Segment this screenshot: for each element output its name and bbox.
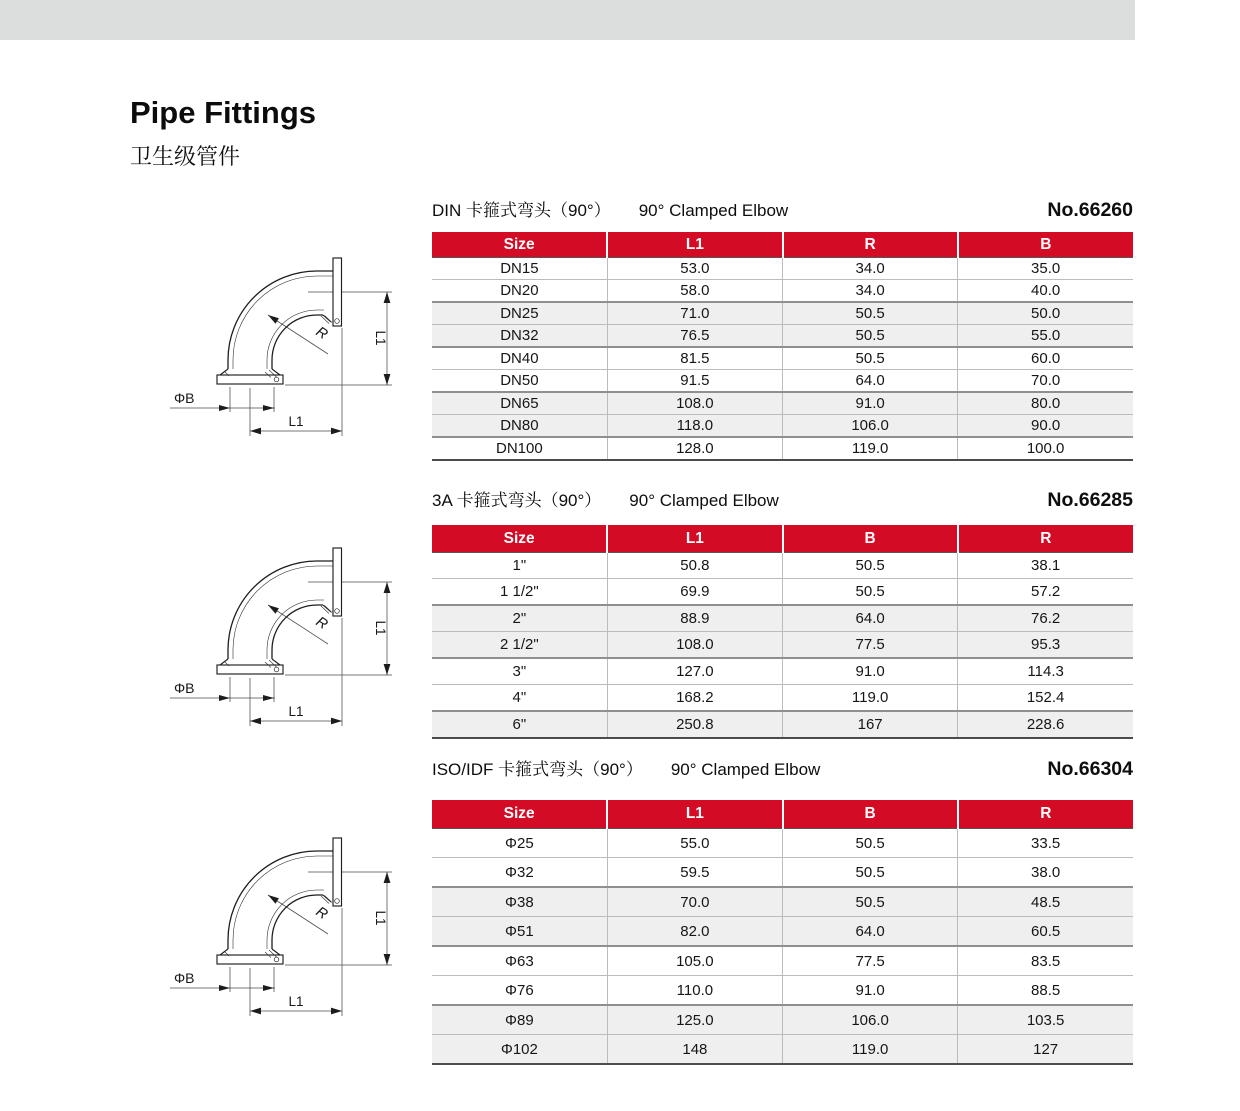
page-title: Pipe Fittings [130, 95, 316, 130]
cell: 50.5 [783, 347, 958, 370]
cell: 167 [783, 711, 958, 738]
elbow-diagram-iso-idf [140, 810, 430, 1040]
cell: 3" [432, 658, 607, 685]
top-bar [0, 0, 1135, 40]
cell: 33.5 [958, 829, 1133, 858]
cell: 118.0 [607, 415, 782, 438]
table-row [432, 302, 1133, 325]
cell: 70.0 [607, 887, 782, 917]
cell: DN25 [432, 302, 607, 325]
table-row [432, 370, 1133, 393]
table-row [432, 632, 1133, 659]
cell: Φ32 [432, 858, 607, 888]
cell: 1" [432, 553, 607, 579]
table-row [432, 887, 1133, 917]
cell: DN32 [432, 325, 607, 348]
cell: 2 1/2" [432, 632, 607, 659]
catalog-number: No.66260 [1047, 199, 1133, 221]
cell: 40.0 [958, 280, 1133, 303]
table-row [432, 685, 1133, 712]
cell: 4" [432, 685, 607, 712]
table-row [432, 347, 1133, 370]
cell: 53.0 [607, 258, 782, 280]
column-header: Size [432, 800, 607, 829]
cell: 50.5 [783, 829, 958, 858]
cell: 91.0 [783, 658, 958, 685]
cell: 70.0 [958, 370, 1133, 393]
cell: 127.0 [607, 658, 782, 685]
table-row [432, 829, 1133, 858]
cell: 57.2 [958, 579, 1133, 606]
cell: 48.5 [958, 887, 1133, 917]
cell: 59.5 [607, 858, 782, 888]
cell: 106.0 [783, 415, 958, 438]
cell: 108.0 [607, 632, 782, 659]
cell: DN100 [432, 437, 607, 460]
cell: 91.0 [783, 976, 958, 1006]
section-title-zh: DIN 卡箍式弯头（90°） [432, 201, 611, 220]
table-row [432, 553, 1133, 579]
cell: 77.5 [783, 632, 958, 659]
table-row [432, 1005, 1133, 1035]
cell: 76.2 [958, 605, 1133, 632]
cell: 119.0 [783, 437, 958, 460]
elbow-diagram-3a [140, 520, 430, 750]
table-row [432, 976, 1133, 1006]
3a-elbow-table [432, 525, 1133, 739]
cell: 125.0 [607, 1005, 782, 1035]
cell: 55.0 [958, 325, 1133, 348]
column-header: Size [432, 232, 607, 258]
cell: Φ25 [432, 829, 607, 858]
cell: 50.5 [783, 553, 958, 579]
cell: 250.8 [607, 711, 782, 738]
cell: 64.0 [783, 605, 958, 632]
cell: 55.0 [607, 829, 782, 858]
table-row [432, 946, 1133, 976]
cell: Φ63 [432, 946, 607, 976]
cell: 50.5 [783, 858, 958, 888]
cell: 60.5 [958, 917, 1133, 947]
cell: 6" [432, 711, 607, 738]
section-title-3a [432, 486, 1133, 512]
column-header: B [783, 800, 958, 829]
cell: 58.0 [607, 280, 782, 303]
cell: 103.5 [958, 1005, 1133, 1035]
cell: 69.9 [607, 579, 782, 606]
section-title-en: 90° Clamped Elbow [629, 491, 779, 510]
table-row [432, 280, 1133, 303]
din-elbow-table [432, 232, 1133, 461]
cell: 50.5 [783, 887, 958, 917]
cell: DN40 [432, 347, 607, 370]
cell: 105.0 [607, 946, 782, 976]
cell: 108.0 [607, 392, 782, 415]
page-subtitle: 卫生级管件 [130, 144, 241, 169]
cell: 110.0 [607, 976, 782, 1006]
column-header: Size [432, 525, 607, 553]
cell: DN15 [432, 258, 607, 280]
cell: 106.0 [783, 1005, 958, 1035]
cell: 50.5 [783, 302, 958, 325]
cell: DN20 [432, 280, 607, 303]
cell: 34.0 [783, 280, 958, 303]
table-row [432, 258, 1133, 280]
table-row [432, 1035, 1133, 1065]
cell: 60.0 [958, 347, 1133, 370]
column-header: R [958, 800, 1133, 829]
cell: 88.9 [607, 605, 782, 632]
column-header: R [958, 525, 1133, 553]
cell: Φ51 [432, 917, 607, 947]
table-row [432, 392, 1133, 415]
cell: 152.4 [958, 685, 1133, 712]
cell: Φ38 [432, 887, 607, 917]
cell: Φ102 [432, 1035, 607, 1065]
section-title-zh: ISO/IDF 卡箍式弯头（90°） [432, 760, 643, 779]
cell: 119.0 [783, 685, 958, 712]
cell: 83.5 [958, 946, 1133, 976]
cell: 91.0 [783, 392, 958, 415]
cell: 38.1 [958, 553, 1133, 579]
cell: 2" [432, 605, 607, 632]
section-title-en: 90° Clamped Elbow [670, 760, 821, 779]
table-row [432, 437, 1133, 460]
cell: 1 1/2" [432, 579, 607, 606]
table-row [432, 711, 1133, 738]
section-title-en: 90° Clamped Elbow [638, 201, 789, 220]
cell: 88.5 [958, 976, 1133, 1006]
cell: 71.0 [607, 302, 782, 325]
iso-idf-elbow-table [432, 800, 1133, 1065]
cell: 82.0 [607, 917, 782, 947]
cell: 148 [607, 1035, 782, 1065]
cell: 128.0 [607, 437, 782, 460]
column-header: B [958, 232, 1133, 258]
table-row [432, 858, 1133, 888]
cell: 228.6 [958, 711, 1133, 738]
cell: Φ76 [432, 976, 607, 1006]
catalog-number: No.66285 [1047, 489, 1133, 511]
cell: 81.5 [607, 347, 782, 370]
cell: 114.3 [958, 658, 1133, 685]
cell: 80.0 [958, 392, 1133, 415]
column-header: B [783, 525, 958, 553]
table-row [432, 325, 1133, 348]
cell: 50.5 [783, 325, 958, 348]
section-title-zh: 3A 卡箍式弯头（90°） [432, 491, 602, 510]
table-row [432, 415, 1133, 438]
cell: 34.0 [783, 258, 958, 280]
cell: 168.2 [607, 685, 782, 712]
elbow-diagram-din [140, 230, 430, 460]
cell: DN50 [432, 370, 607, 393]
cell: 64.0 [783, 917, 958, 947]
cell: DN80 [432, 415, 607, 438]
cell: 38.0 [958, 858, 1133, 888]
cell: 95.3 [958, 632, 1133, 659]
cell: 90.0 [958, 415, 1133, 438]
column-header: L1 [607, 800, 782, 829]
cell: 100.0 [958, 437, 1133, 460]
catalog-number: No.66304 [1047, 758, 1133, 780]
column-header: R [783, 232, 958, 258]
cell: 50.8 [607, 553, 782, 579]
cell: 119.0 [783, 1035, 958, 1065]
cell: 64.0 [783, 370, 958, 393]
cell: DN65 [432, 392, 607, 415]
cell: 76.5 [607, 325, 782, 348]
table-row [432, 658, 1133, 685]
cell: 91.5 [607, 370, 782, 393]
cell: 35.0 [958, 258, 1133, 280]
table-row [432, 605, 1133, 632]
cell: 50.0 [958, 302, 1133, 325]
table-row [432, 917, 1133, 947]
cell: 77.5 [783, 946, 958, 976]
section-title-iso-idf [432, 755, 1133, 781]
cell: Φ89 [432, 1005, 607, 1035]
column-header: L1 [607, 525, 782, 553]
cell: 50.5 [783, 579, 958, 606]
section-title-din [432, 196, 1133, 222]
column-header: L1 [607, 232, 782, 258]
table-row [432, 579, 1133, 606]
cell: 127 [958, 1035, 1133, 1065]
